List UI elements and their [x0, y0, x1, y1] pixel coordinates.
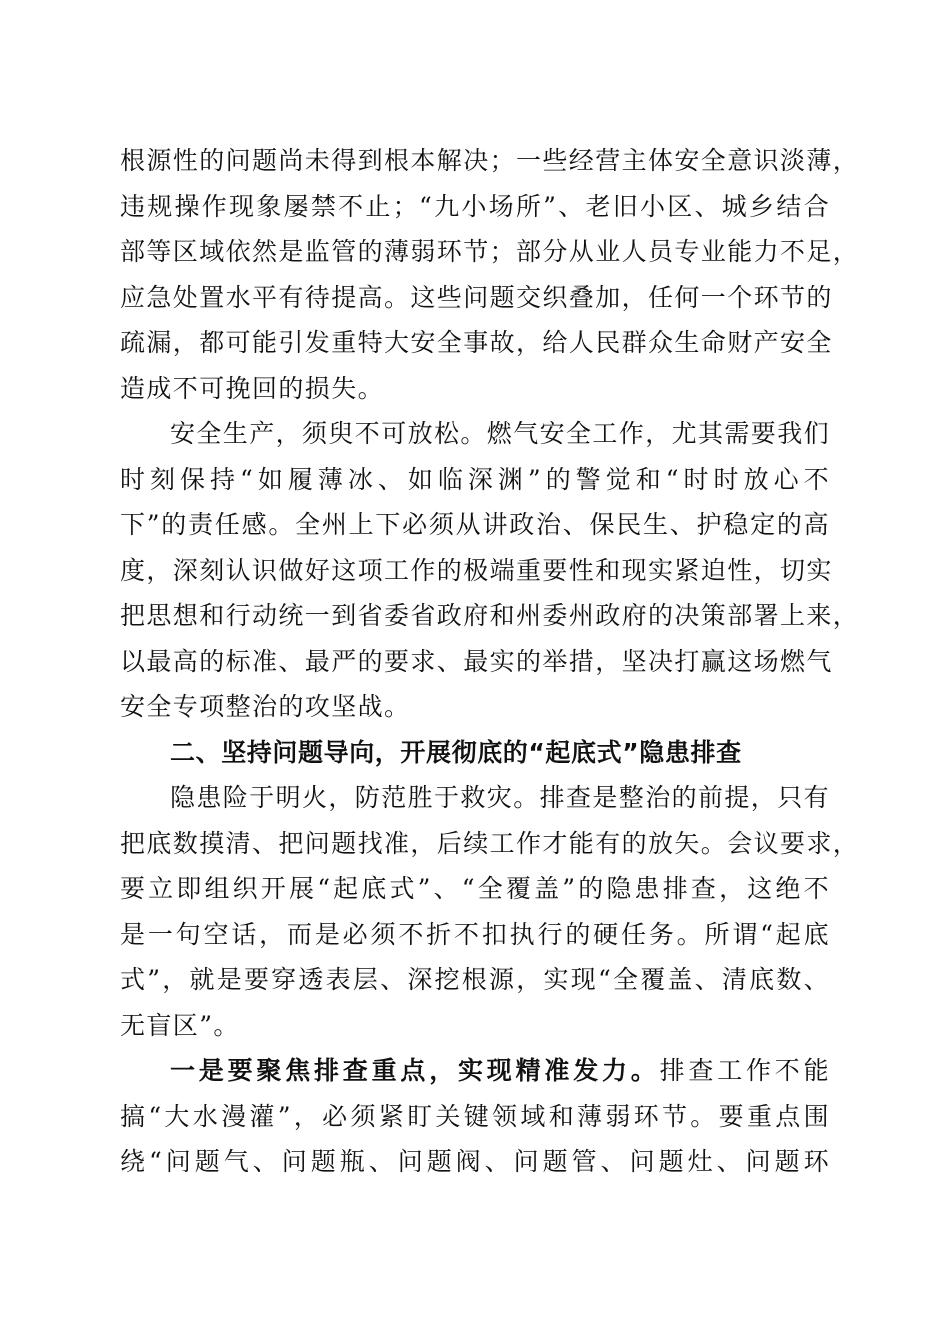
text-line: 把思想和行动统一到省委省政府和州委州政府的决策部署上来， — [120, 601, 860, 630]
document-page — [120, 138, 860, 1185]
text-line: 违规操作现象屡禁不止；“九小场所”、老旧小区、城乡结合 — [120, 191, 830, 221]
text-line: 疏漏，都可能引发重特大安全事故，给人民群众生命财产安全 — [120, 328, 833, 357]
text-line: 部等区域依然是监管的薄弱环节；部分从业人员专业能力不足， — [120, 237, 860, 266]
paragraph-4 — [120, 1048, 830, 1185]
text-line: 下”的责任感。全州上下必须从讲政治、保民生、护稳定的高 — [120, 510, 830, 539]
paragraph-1 — [120, 138, 860, 411]
text-line: 式”，就是要穿透表层、深挖根源，实现“全覆盖、清底数、 — [120, 965, 830, 994]
text-line: 无盲区”。 — [120, 1010, 240, 1040]
text-line: 根源性的问题尚未得到根本解决；一些经营主体安全意识淡薄， — [120, 146, 860, 175]
text-line: 度，深刻认识做好这项工作的极端重要性和现实紧迫性，切实 — [120, 555, 833, 585]
text-line: 搞“大水漫灌”，必须紧盯关键领域和薄弱环节。要重点围 — [120, 1101, 830, 1131]
paragraph-2 — [120, 411, 860, 730]
text-line: 安全专项整治的攻坚战。 — [120, 692, 411, 721]
text-line: 以最高的标准、最严的要求、最实的举措，坚决打赢这场燃气 — [120, 646, 833, 676]
paragraph-3 — [120, 775, 860, 1048]
text-line: 要立即组织开展“起底式”、“全覆盖”的隐患排查，这绝不 — [120, 874, 830, 903]
text-line — [120, 1048, 830, 1094]
text-line: 安全生产，须臾不可放松。燃气安全工作，尤其需要我们 — [170, 419, 831, 448]
text-line: 时刻保持“如履薄冰、如临深渊”的警觉和“时时放心不 — [120, 464, 830, 494]
text-line: 把底数摸清、把问题找准，后续工作才能有的放矢。会议要求， — [120, 828, 860, 858]
text-line: 绕“问题气、问题瓶、问题阀、问题管、问题灶、问题环 — [120, 1147, 830, 1176]
text-span: 排查工作不能 — [659, 1056, 830, 1085]
section-heading: 二、坚持问题导向，开展彻底的“起底式”隐患排查 — [170, 737, 742, 767]
bold-lead-text: 一是要聚焦排查重点，实现精准发力。 — [170, 1056, 660, 1085]
text-line: 应急处置水平有待提高。这些问题交织叠加，任何一个环节的 — [120, 282, 833, 312]
text-line: 是一句空话，而是必须不折不扣执行的硬任务。所谓“起底 — [120, 919, 830, 949]
text-line: 隐患险于明火，防范胜于救灾。排查是整治的前提，只有 — [170, 783, 831, 812]
text-line: 造成不可挽回的损失。 — [120, 373, 385, 403]
